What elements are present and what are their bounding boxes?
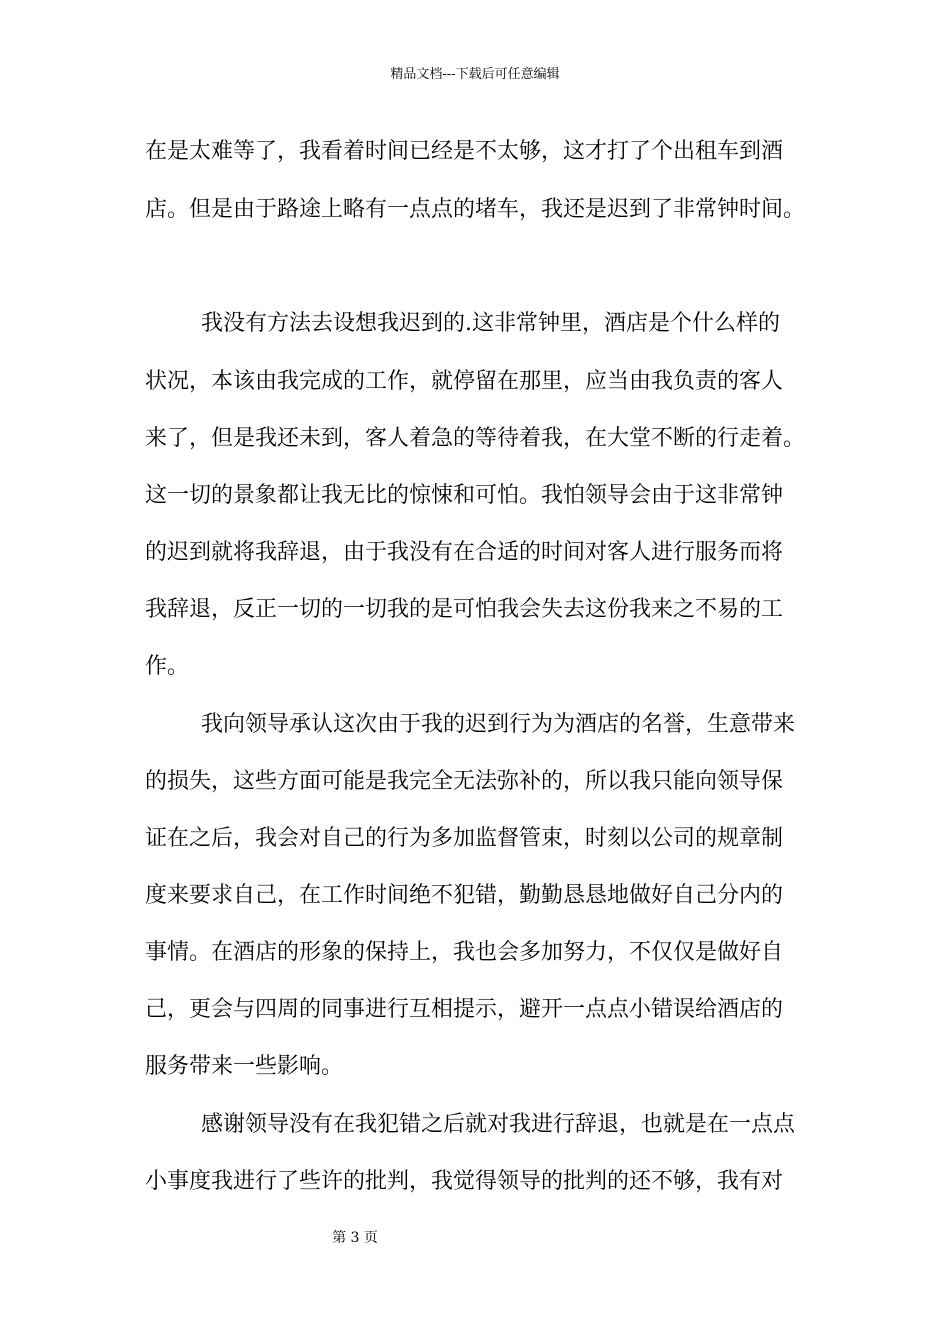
paragraph-4-line-1: 感谢领导没有在我犯错之后就对我进行辞退，也就是在一点点: [201, 1112, 796, 1137]
paragraph-2-line-1: 我没有方法去设想我迟到的.这非常钟里，酒店是个什么样的: [201, 311, 780, 336]
paragraph-3-line-2: 的损失，这些方面可能是我完全无法弥补的，所以我只能向领导保: [145, 769, 784, 794]
paragraph-2-line-4: 这一切的景象都让我无比的惊悚和可怕。我怕领导会由于这非常钟: [145, 483, 784, 508]
paragraph-2-line-3: 来了，但是我还未到，客人着急的等待着我，在大堂不断的行走着。: [145, 426, 806, 451]
page-number: 第 3 页: [332, 1230, 378, 1246]
paragraph-3-line-4: 度来要求自己，在工作时间绝不犯错，勤勤恳恳地做好自己分内的: [145, 883, 784, 908]
paragraph-2-line-6: 我辞退，反正一切的一切我的是可怕我会失去这份我来之不易的工: [145, 597, 784, 622]
paragraph-4-line-2: 小事度我进行了些许的批判，我觉得领导的批判的还不够，我有对: [145, 1169, 784, 1194]
paragraph-3-line-1: 我向领导承认这次由于我的迟到行为为酒店的名誉，生意带来: [201, 712, 796, 737]
paragraph-3-line-7: 服务带来一些影响。: [145, 1054, 344, 1079]
paragraph-3-line-3: 证在之后，我会对自己的行为多加监督管束，时刻以公司的规章制: [145, 826, 784, 851]
paragraph-3-line-6: 己，更会与四周的同事进行互相提示，避开一点点小错误给酒店的: [145, 997, 784, 1022]
paragraph-2-line-7: 作。: [145, 654, 190, 679]
paragraph-2-line-5: 的迟到就将我辞退，由于我没有在合适的时间对客人进行服务而将: [145, 540, 784, 565]
paragraph-1-line-1: 在是太难等了，我看着时间已经是不太够，这才打了个出租车到酒: [145, 139, 784, 164]
page-header: 精品文档---下载后可任意编辑: [390, 67, 560, 82]
paragraph-1-line-2: 店。但是由于路途上略有一点点的堵车，我还是迟到了非常钟时间。: [145, 197, 806, 222]
paragraph-3-line-5: 事情。在酒店的形象的保持上，我也会多加努力，不仅仅是做好自: [145, 940, 784, 965]
paragraph-2-line-2: 状况，本该由我完成的工作，就停留在那里，应当由我负责的客人: [145, 369, 784, 394]
